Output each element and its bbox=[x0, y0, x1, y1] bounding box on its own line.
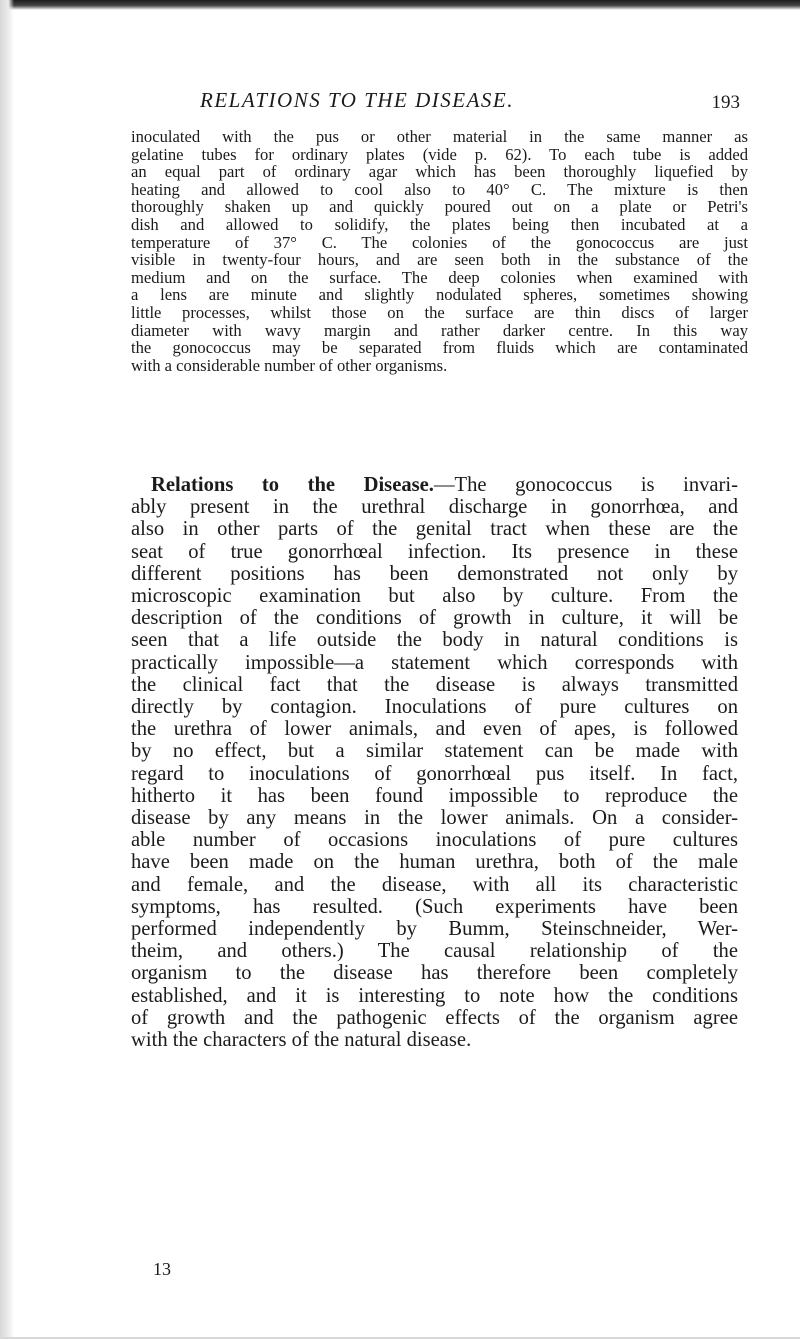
paragraph-relations-to-disease bbox=[131, 474, 738, 1051]
text-line: have been made on the human urethra, both of the male bbox=[131, 851, 738, 874]
text-line bbox=[131, 474, 738, 496]
text-line: with a considerable number of other organisms. bbox=[131, 355, 448, 375]
page-top-edge bbox=[0, 0, 800, 10]
text-line: by no effect, but a similar statement can be made with bbox=[131, 740, 738, 763]
text-line: seat of true gonorrhœal infection. Its presence in these bbox=[131, 540, 738, 563]
page-left-edge bbox=[0, 0, 14, 1339]
text-line: disease by any means in the lower animals. On a consider- bbox=[131, 807, 738, 830]
text-line: also in other parts of the genital tract when these are the bbox=[131, 518, 738, 541]
text-line: gelatine tubes for ordinary plates (vide p. 62). To each tube is added bbox=[131, 144, 748, 164]
text-line: diameter with wavy margin and rather darker centre. In this way bbox=[131, 320, 748, 340]
text-line: medium and on the surface. The deep colonies when examined with bbox=[131, 267, 748, 287]
text-line: different positions has been demonstrated not only by bbox=[131, 562, 738, 585]
text-line: regard to inoculations of gonorrhœal pus itself. In fact, bbox=[131, 762, 738, 785]
signature-mark: 13 bbox=[153, 1259, 171, 1279]
text-line: description of the conditions of growth in culture, it will be bbox=[131, 607, 738, 630]
text-line: dish and allowed to solidify, the plates being then incubated at a bbox=[131, 214, 748, 234]
text-line: with the characters of the natural disease. bbox=[131, 1029, 472, 1052]
text-line: a lens are minute and slightly nodulated spheres, sometimes showing bbox=[131, 285, 748, 305]
text-line: symptoms, has resulted. (Such experiments have been bbox=[131, 895, 738, 918]
text-line: inoculated with the pus or other material in the same manner as bbox=[131, 127, 748, 146]
text-line: established, and it is interesting to note how the conditions bbox=[131, 984, 738, 1007]
text-line: ably present in the urethral discharge in gonorrhœa, and bbox=[131, 496, 738, 519]
text-line: able number of occasions inoculations of pure cultures bbox=[131, 829, 738, 852]
text-line: temperature of 37° C. The colonies of the gonococcus are just bbox=[131, 232, 748, 252]
heading-continuation: —The gonococcus is invari- bbox=[433, 474, 738, 496]
text-line: visible in twenty-four hours, and are seen both in the substance of the bbox=[131, 250, 748, 270]
running-title: RELATIONS TO THE DISEASE. bbox=[200, 88, 515, 112]
text-line: practically impossible—a statement which corresponds with bbox=[131, 651, 738, 674]
text-line: performed independently by Bumm, Steinschneider, Wer- bbox=[131, 918, 738, 941]
text-line: little processes, whilst those on the surface are thin discs of larger bbox=[131, 302, 748, 322]
text-line: thoroughly shaken up and quickly poured out on a plate or Petri's bbox=[131, 197, 748, 217]
text-line: an equal part of ordinary agar which has been thoroughly liquefied by bbox=[131, 162, 748, 182]
text-line: heating and allowed to cool also to 40° C. The mixture is then bbox=[131, 179, 748, 199]
page-header bbox=[150, 88, 740, 122]
text-line: the gonococcus may be separated from fluids which are contaminated bbox=[131, 338, 748, 358]
text-line: microscopic examination but also by culture. From the bbox=[131, 585, 738, 608]
text-line: seen that a life outside the body in natural conditions is bbox=[131, 629, 738, 652]
text-line: of growth and the pathogenic effects of the organism agree bbox=[131, 1006, 738, 1029]
text-line: and female, and the disease, with all its characteristic bbox=[131, 873, 738, 896]
text-line: theim, and others.) The causal relationship of the bbox=[131, 940, 738, 963]
text-line: the urethra of lower animals, and even of apes, is followed bbox=[131, 718, 738, 741]
page-number: 193 bbox=[711, 92, 740, 113]
text-line: hitherto it has been found impossible to reproduce the bbox=[131, 784, 738, 807]
paragraph-culture-method bbox=[131, 128, 748, 374]
text-line: the clinical fact that the disease is always transmitted bbox=[131, 673, 738, 696]
text-line: organism to the disease has therefore been completely bbox=[131, 962, 738, 985]
text-line: directly by contagion. Inoculations of pure cultures on bbox=[131, 696, 738, 719]
section-heading: Relations to the Disease. bbox=[151, 474, 434, 496]
